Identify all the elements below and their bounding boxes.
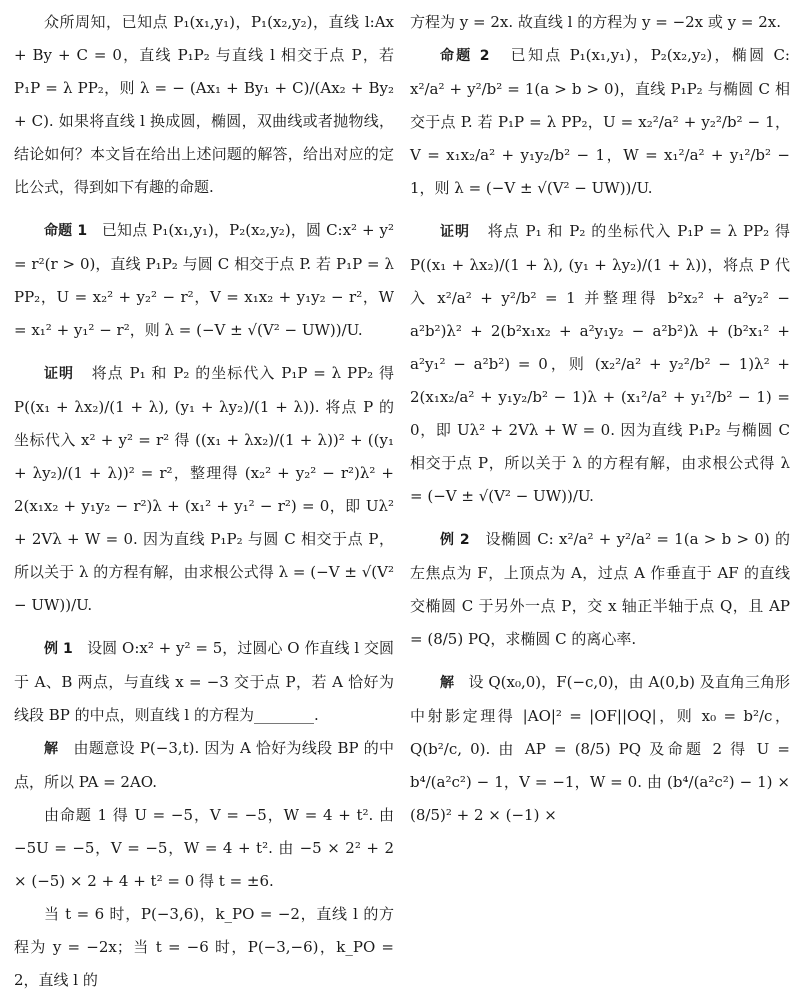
left-column (14, 6, 394, 997)
proposition-2-heading: 命题 2 (440, 48, 490, 64)
solution-2 (410, 666, 790, 832)
example-2-heading: 例 2 (440, 532, 470, 548)
solution-1-text-1: 由题意设 P(−3,t). 因为 A 恰好为线段 BP 的中点，所以 PA = 2AO. (14, 739, 395, 791)
continued-text: 方程为 y = 2x. 故直线 l 的方程为 y = −2x 或 y = 2x. (410, 13, 782, 31)
intro-paragraph: 众所周知，已知点 P₁(x₁,y₁)，P₁(x₂,y₂)，直线 l:Ax + By + C = 0，直线 P₁P₂ 与直线 l 相交于点 P，若 P₁P = λ PP₂，则 λ = − (Ax₁ + By₁ + C)/(Ax₂ + By₂ + C). 如果将直线 l 换成圆，椭圆，双曲线或者抛物线，结论如何？本文旨在给出上述问题的解答，给出对应的定比公式，得到如下有趣的命题. (14, 13, 394, 196)
proof-1-text: 将点 P₁ 和 P₂ 的坐标代入 P₁P = λ PP₂ 得 P((x₁ + λx₂)/(1 + λ), (y₁ + λy₂)/(1 + λ)). 将点 P 的坐标代入 x² + y² = r² 得 ((x₁ + λx₂)/(1 + λ))² + ((y₁ + λy₂)/(1 + λ))² = r²，整理得 (x₂² + y₂² − r²)λ² + 2(x₁x₂ + y₁y₂ − r²)λ + (x₁² + y₁² − r²) = 0，即 Uλ² + 2Vλ + W = 0. 因为直线 P₁P₂ 与圆 C 相交于点 P，所以关于 λ 的方程有解，由求根公式得 λ = (−V ± √(V² − UW))/U. (14, 364, 394, 614)
solution-1 (14, 732, 394, 799)
example-1 (14, 632, 394, 732)
right-column (410, 6, 790, 832)
proposition-2 (410, 39, 790, 205)
proof-1 (14, 357, 394, 622)
proof-1-heading: 证明 (44, 366, 75, 382)
proof-2 (410, 215, 790, 513)
example-1-heading: 例 1 (44, 641, 73, 657)
solution-2-heading: 解 (440, 675, 455, 691)
example-2 (410, 523, 790, 656)
proposition-2-text: 已知点 P₁(x₁,y₁)，P₂(x₂,y₂)，椭圆 C: x²/a² + y²/b² = 1(a > b > 0)，直线 P₁P₂ 与椭圆 C 相交于点 P. 若 P₁P = λ PP₂，U = x₂²/a² + y₂²/b² − 1，V = x₁x₂/a² + y₁y₂/b² − 1，W = x₁²/a² + y₁²/b² − 1，则 λ = (−V ± √(V² − UW))/U. (410, 46, 790, 197)
solution-1-paragraph-2: 由命题 1 得 U = −5，V = −5，W = 4 + t². 由 −5U = −5，V = −5，W = 4 + t². 由 −5 × 2² + 2 × (−5) × 2 + 4 + t² = 0 得 t = ±6. (14, 806, 394, 890)
proof-2-heading: 证明 (440, 224, 471, 240)
proposition-1 (14, 214, 394, 347)
proof-2-text: 将点 P₁ 和 P₂ 的坐标代入 P₁P = λ PP₂ 得 P((x₁ + λx₂)/(1 + λ), (y₁ + λy₂)/(1 + λ))，将点 P 代入 x²/a² + y²/b² = 1 并整理得 b²x₂² + a²y₂² − a²b²)λ² + 2(b²x₁x₂ + a²y₁y₂ − a²b²)λ + (b²x₁² + a²y₁² − a²b²) = 0，则 (x₂²/a² + y₂²/b² − 1)λ² + 2(x₁x₂/a² + y₁y₂/b² − 1)λ + (x₁²/a² + y₁²/b² − 1) = 0，即 Uλ² + 2Vλ + W = 0. 因为直线 P₁P₂ 与椭圆 C 相交于点 P，所以关于 λ 的方程有解，由求根公式得 λ = (−V ± √(V² − UW))/U. (410, 222, 790, 505)
solution-1-heading: 解 (44, 741, 59, 757)
proposition-1-heading: 命题 1 (44, 223, 88, 239)
solution-1-paragraph-3: 当 t = 6 时，P(−3,6)，k_PO = −2，直线 l 的方程为 y = −2x；当 t = −6 时，P(−3,−6)，k_PO = 2，直线 l 的 (14, 905, 394, 989)
example-1-text: 设圆 O:x² + y² = 5，过圆心 O 作直线 l 交圆于 A、B 两点，与直线 x = −3 交于点 P，若 A 恰好为线段 BP 的中点，则直线 l 的方程为________. (14, 639, 394, 724)
example-2-text: 设椭圆 C: x²/a² + y²/a² = 1(a > b > 0) 的左焦点为 F，上顶点为 A，过点 A 作垂直于 AF 的直线交椭圆 C 于另外一点 P，交 x 轴正半轴于点 Q，且 AP = (8/5) PQ，求椭圆 C 的离心率. (410, 530, 790, 648)
proposition-1-text: 已知点 P₁(x₁,y₁)，P₂(x₂,y₂)，圆 C:x² + y² = r²(r > 0)，直线 P₁P₂ 与圆 C 相交于点 P. 若 P₁P = λ PP₂，U = x₂² + y₂² − r²，V = x₁x₂ + y₁y₂ − r²，W = x₁² + y₁² − r²，则 λ = (−V ± √(V² − UW))/U. (14, 221, 394, 339)
solution-2-text: 设 Q(x₀,0)，F(−c,0)，由 A(0,b) 及直角三角形中射影定理得 |AO|² = |OF||OQ|，则 x₀ = b²/c，Q(b²/c, 0). 由 AP = (8/5) PQ 及命题 2 得 U = b⁴/(a²c²) − 1，V = −1，W = 0. 由 (b⁴/(a²c²) − 1) × (8/5)² + 2 × (−1) × (410, 673, 791, 824)
